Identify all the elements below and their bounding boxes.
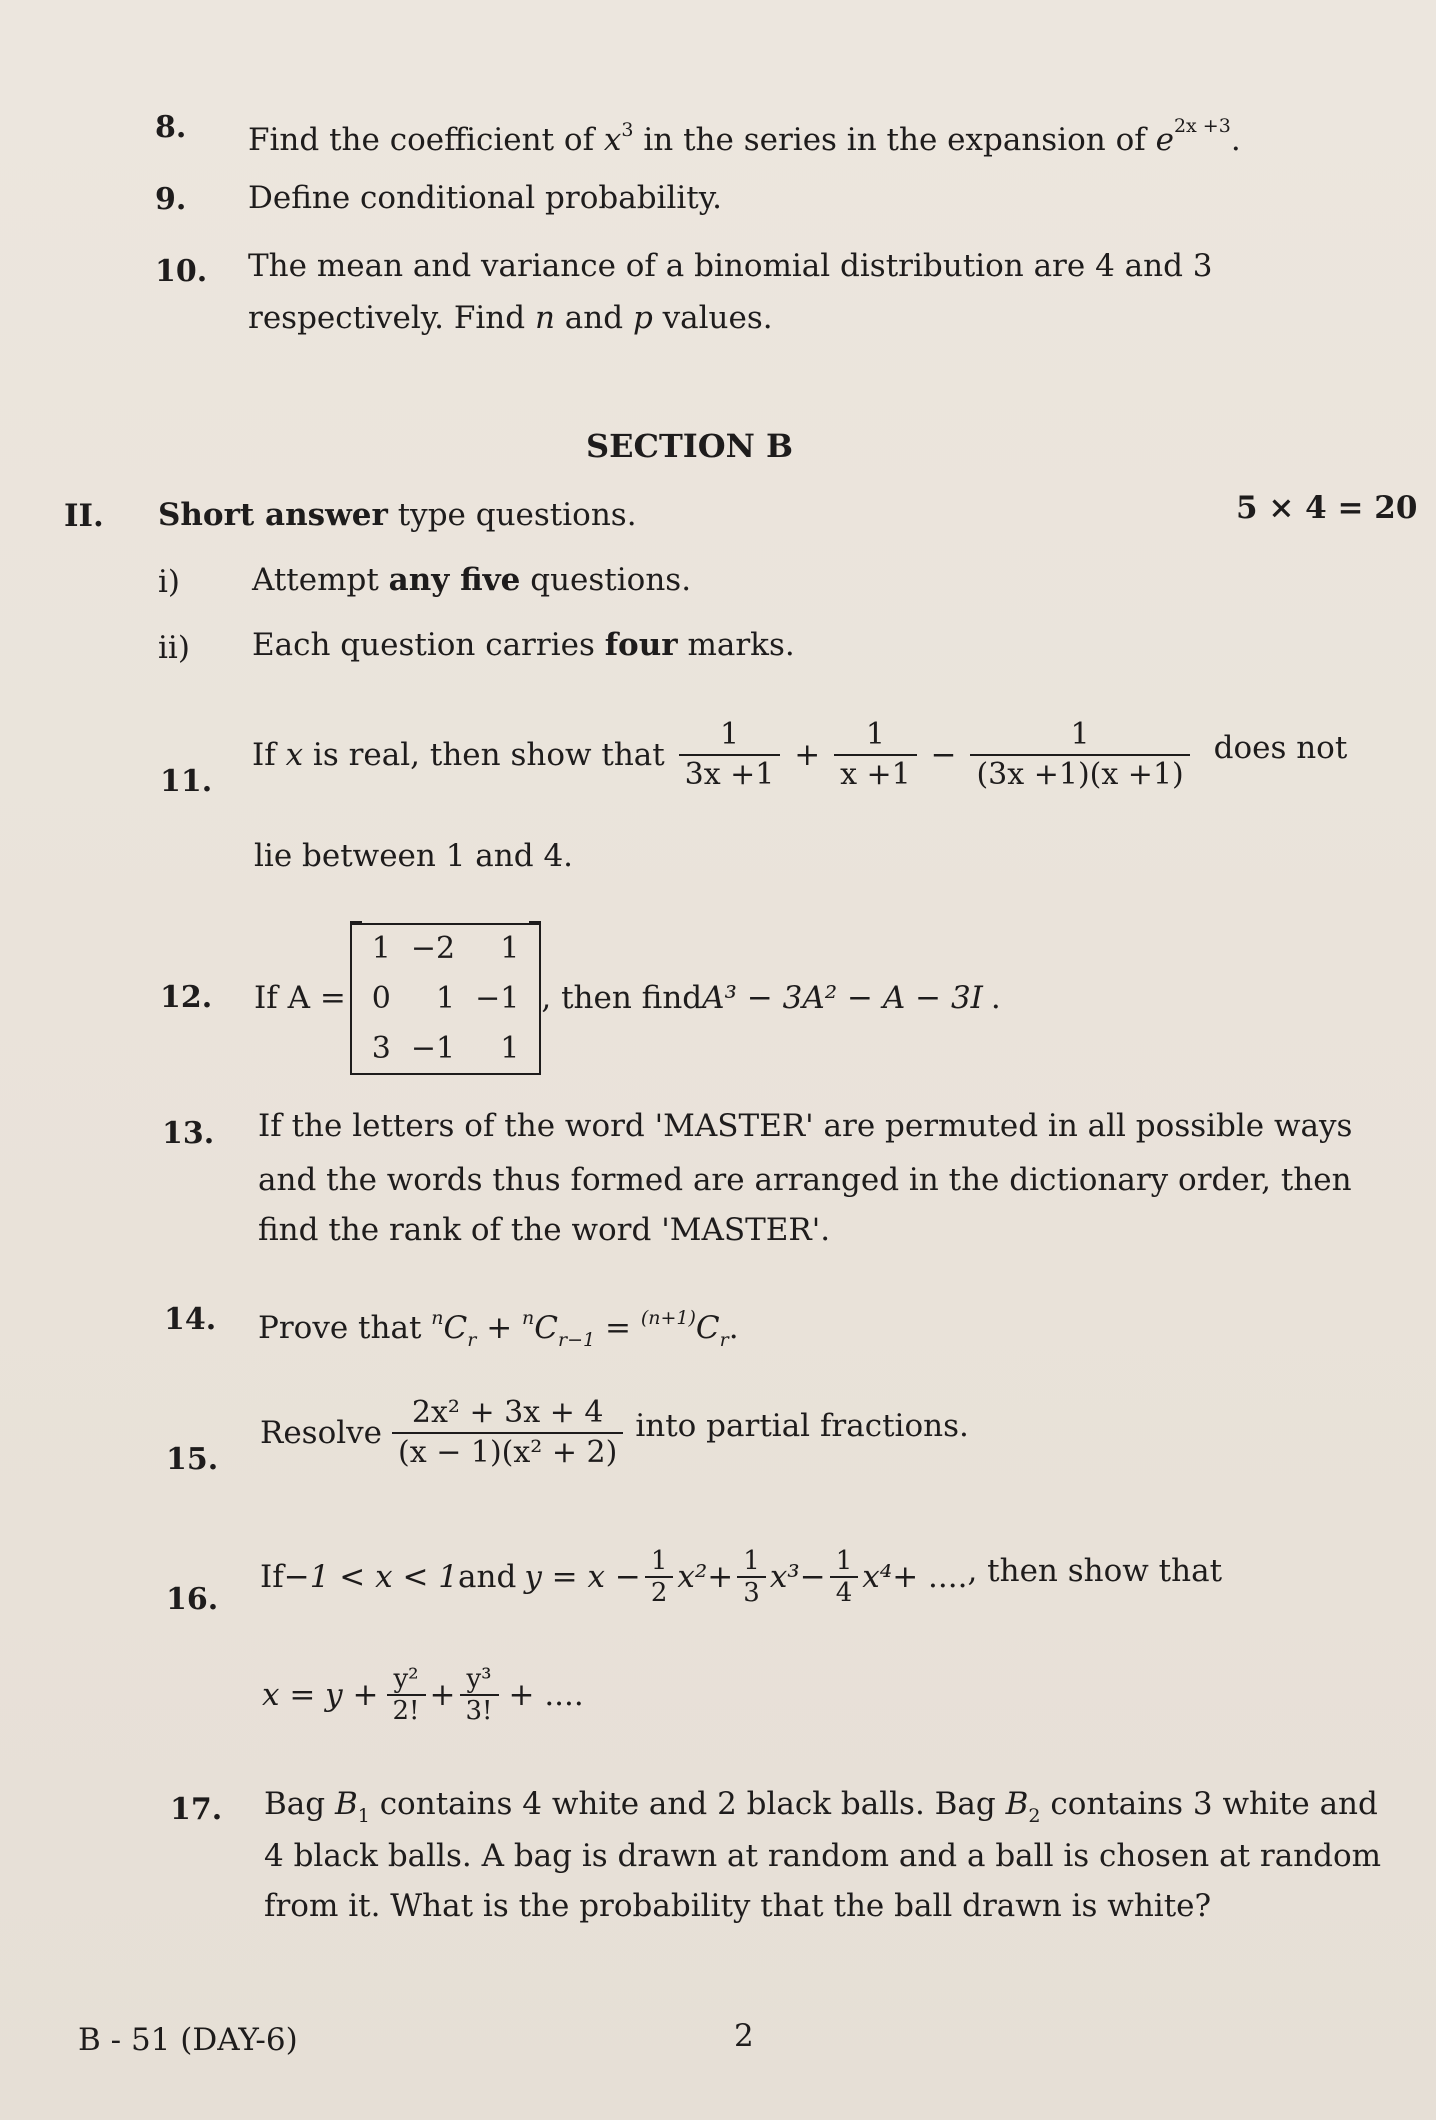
question-17-number: 17.	[170, 1792, 223, 1827]
question-10-line-1: The mean and variance of a binomial distribution are 4 and 3	[248, 248, 1213, 284]
question-10-line-2: respectively. Find n and p values.	[248, 300, 773, 336]
question-9-number: 9.	[155, 182, 187, 217]
question-11-text: If x is real, then show that $\frac{1}{3x +1}$ + $\frac{1}{x +1}$ − $\frac{1}{(3x +1)(x +1)}$ does not	[252, 717, 1348, 792]
question-9-text: Define conditional probability.	[248, 180, 722, 216]
page-number: 2	[734, 2018, 754, 2054]
question-17-line-1: Bag $B_1$ contains 4 white and 2 black balls. Bag $B_2$ contains 3 white and	[264, 1786, 1378, 1827]
section-b-title: SECTION B	[586, 427, 794, 465]
question-10-number: 10.	[155, 254, 208, 289]
question-15-text: Resolve $\frac{\text{2x² + 3x + 4}}{\text{(x − 1)(x² + 2)}}$ into partial fractions.	[260, 1395, 969, 1470]
question-15-number: 15.	[166, 1442, 219, 1477]
question-12-text: If A = 1 −2 1 0 1 −1 3 −1 1 , then find A³ − 3A² − A − 3I .	[254, 918, 1001, 1078]
instruction-ii-label: ii)	[158, 630, 190, 666]
question-8-text: Find the coefficient of $x^3$ in the series in the expansion of $e^{2x +3}$.	[248, 115, 1241, 158]
question-11-line-2: lie between 1 and 4.	[254, 838, 574, 874]
fraction-3: $\frac{1}{(3x +1)(x +1)}$	[970, 716, 1189, 794]
instruction-i-label: i)	[158, 564, 181, 600]
section-b-instruction: Short answer type questions.	[158, 497, 637, 533]
instruction-i-text: Attempt any five questions.	[252, 562, 692, 598]
section-b-marks: 5 × 4 = 20	[1236, 490, 1418, 526]
question-17-line-3: from it. What is the probability that the ball drawn is white?	[264, 1888, 1212, 1924]
fraction-partial: $\frac{\text{2x² + 3x + 4}}{\text{(x − 1)(x² + 2)}}$	[392, 1394, 623, 1472]
matrix-a: 1 −2 1 0 1 −1 3 −1 1	[350, 921, 542, 1075]
instruction-ii-text: Each question carries four marks.	[252, 627, 795, 663]
question-14-text: Prove that $^nC_r + ^nC_{r-1} = ^{(n+1)}C_r$.	[258, 1307, 739, 1351]
fraction-2: $\frac{1}{x +1}$	[834, 716, 917, 794]
question-16-number: 16.	[166, 1582, 219, 1617]
section-roman-number: II.	[64, 498, 104, 534]
question-16-line-2: x = y + $\frac{\text{y²}}{2!}$ + $\frac{\text{y³}}{3!}$ + ....	[262, 1664, 584, 1726]
question-17-line-2: 4 black balls. A bag is drawn at random and a ball is chosen at random	[264, 1838, 1382, 1874]
question-14-number: 14.	[164, 1302, 217, 1337]
question-13-line-2: and the words thus formed are arranged in the dictionary order, then	[258, 1162, 1352, 1198]
question-8-number: 8.	[155, 110, 187, 145]
fraction-1: $\frac{1}{3x +1}$	[679, 716, 781, 794]
footer-code: B - 51 (DAY-6)	[78, 2022, 298, 2058]
question-13-number: 13.	[162, 1116, 215, 1151]
question-16-line-1: If −1 < x < 1 and y = x − $\frac{1}{2}$ x² + $\frac{1}{3}$ x³ − $\frac{1}{4}$ x⁴ + .... , then show that	[260, 1546, 1223, 1608]
question-13-line-3: find the rank of the word 'MASTER'.	[258, 1212, 831, 1248]
question-13-line-1: If the letters of the word 'MASTER' are permuted in all possible ways	[258, 1108, 1353, 1144]
question-11-number: 11.	[160, 764, 213, 799]
question-12-number: 12.	[160, 980, 213, 1015]
